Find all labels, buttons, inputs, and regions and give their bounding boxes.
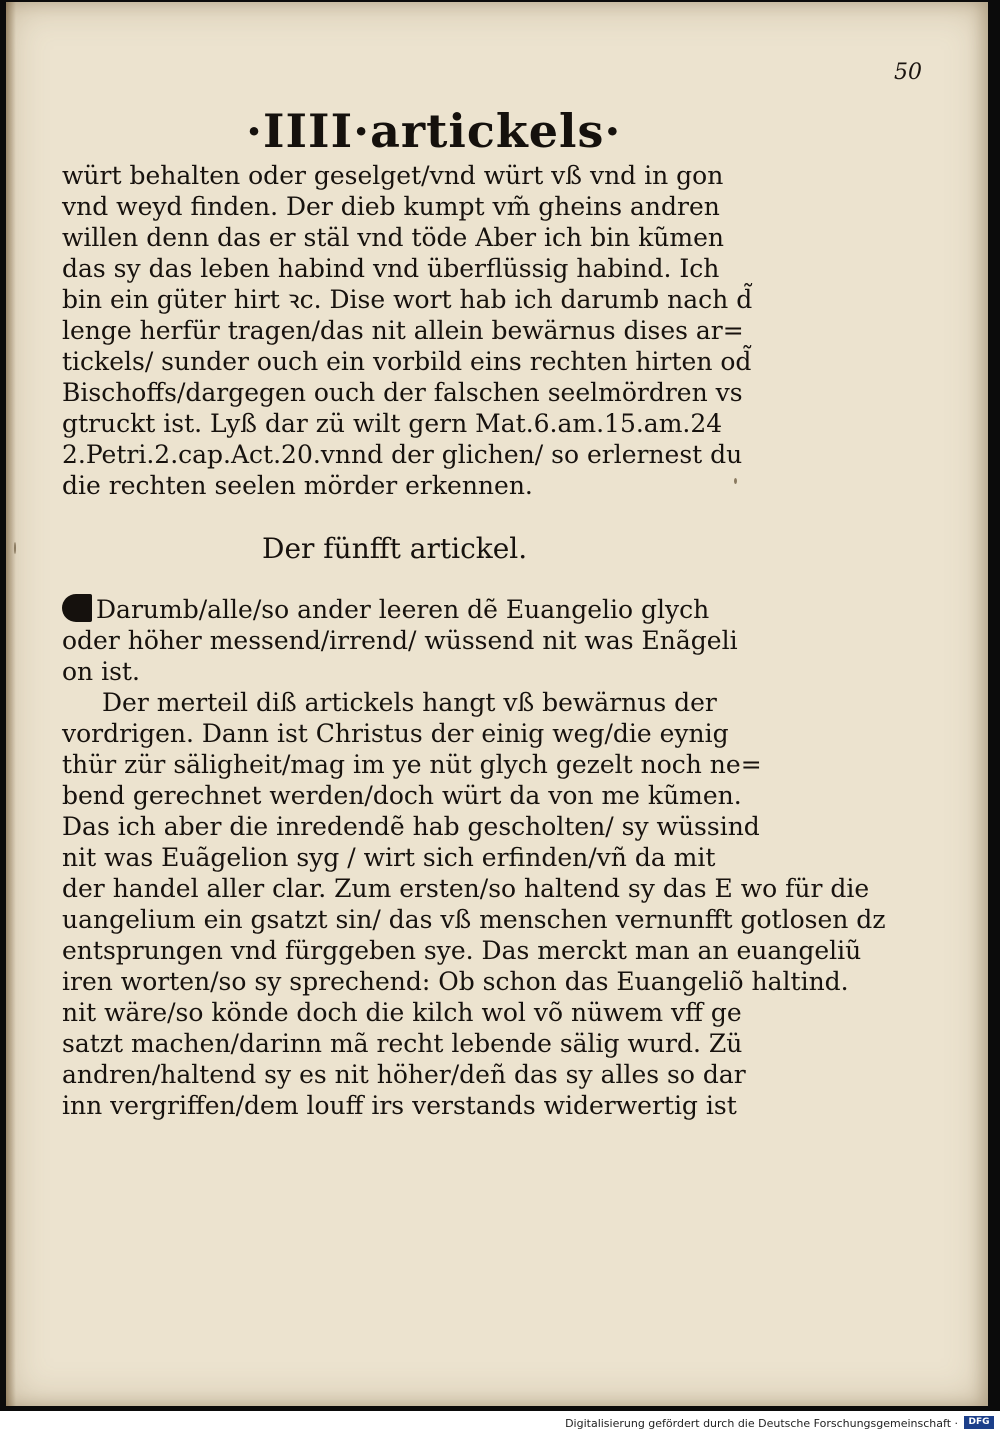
text-line: würt behalten oder geselget/vnd würt vß vnd in gon — [62, 161, 724, 190]
paper-speck — [14, 542, 16, 554]
folio-number: 50 — [894, 60, 922, 85]
text-line: 2.Petri.2.cap.Act.20.vnnd der glichen/ so erlernest du — [62, 440, 743, 469]
text-line: das sy das leben habind vnd überflüssig habind. Ich — [62, 254, 720, 283]
text-line: oder höher messend/irrend/ wüssend nit was Enãgeli — [62, 626, 738, 655]
funding-credit: Digitalisierung gefördert durch die Deutsche Forschungsgemeinschaft · — [565, 1417, 958, 1430]
text-line: vnd weyd finden. Der dieb kumpt vm̃ gheins andren — [62, 192, 720, 221]
text-line: satzt machen/darinn mã recht lebende sälig wurd. Zü — [62, 1029, 743, 1058]
text-line: on ist. — [62, 657, 140, 686]
text-line: uangelium ein gsatzt sin/ das vß menschen vernunfft gotlosen dz — [62, 905, 886, 934]
paper-speck — [734, 478, 737, 484]
text-line: nit wäre/so könde doch die kilch wol võ nüwem vff ge — [62, 998, 742, 1027]
page-gutter-shadow — [6, 2, 16, 1406]
dfg-logo: DFG — [964, 1416, 994, 1429]
text-line: Der merteil diß artickels hangt vß bewärnus der — [102, 688, 717, 717]
text-line: bend gerechnet werden/doch würt da von me kũmen. — [62, 781, 742, 810]
text-line: andren/haltend sy es nit höher/deñ das sy alles so dar — [62, 1060, 746, 1089]
text-line: tickels/ sunder ouch ein vorbild eins rechten hirten od̃ — [62, 347, 752, 376]
text-line: Bischoffs/dargegen ouch der falschen seelmördren vs — [62, 378, 743, 407]
text-line-first — [62, 594, 782, 625]
text-line: gtruckt ist. Lyß dar zü wilt gern Mat.6.am.15.am.24 — [62, 409, 723, 438]
running-head: ·IIII·artickels· — [246, 104, 622, 158]
text-line: thür zür säligheit/mag im ye nüt glych gezelt noch ne= — [62, 750, 762, 779]
text-line: die rechten seelen mörder erkennen. — [62, 471, 533, 500]
book-page — [6, 2, 988, 1406]
text-line: entsprungen vnd fürggeben sye. Das merckt man an euangeliũ — [62, 936, 862, 965]
text-line: der handel aller clar. Zum ersten/so haltend sy das E wo für die — [62, 874, 870, 903]
paragraph-1 — [62, 160, 782, 501]
text-line: Das ich aber die inredendẽ hab gescholten/ sy wüssind — [62, 812, 760, 841]
text-line: bin ein güter hirt ꝛc. Dise wort hab ich darumb nach d̃ — [62, 285, 753, 314]
footer-bar — [0, 1411, 1000, 1434]
text-line: vordrigen. Dann ist Christus der einig weg/die eynig — [62, 719, 729, 748]
paragraph-mark-icon — [62, 594, 92, 622]
text-line: Darumb/alle/so ander leeren dẽ Euangelio glych — [96, 595, 710, 624]
section-heading: Der fünfft artickel. — [262, 532, 528, 565]
text-line: iren worten/so sy sprechend: Ob schon das Euangeliõ haltind. — [62, 967, 849, 996]
paragraph-2 — [62, 594, 886, 1121]
text-line: lenge herfür tragen/das nit allein bewärnus dises ar= — [62, 316, 744, 345]
text-line: nit was Euãgelion syg / wirt sich erfinden/vñ da mit — [62, 843, 716, 872]
text-line: inn vergriffen/dem louff irs verstands widerwertig ist — [62, 1091, 737, 1120]
text-line: willen denn das er stäl vnd töde Aber ich bin kũmen — [62, 223, 724, 252]
